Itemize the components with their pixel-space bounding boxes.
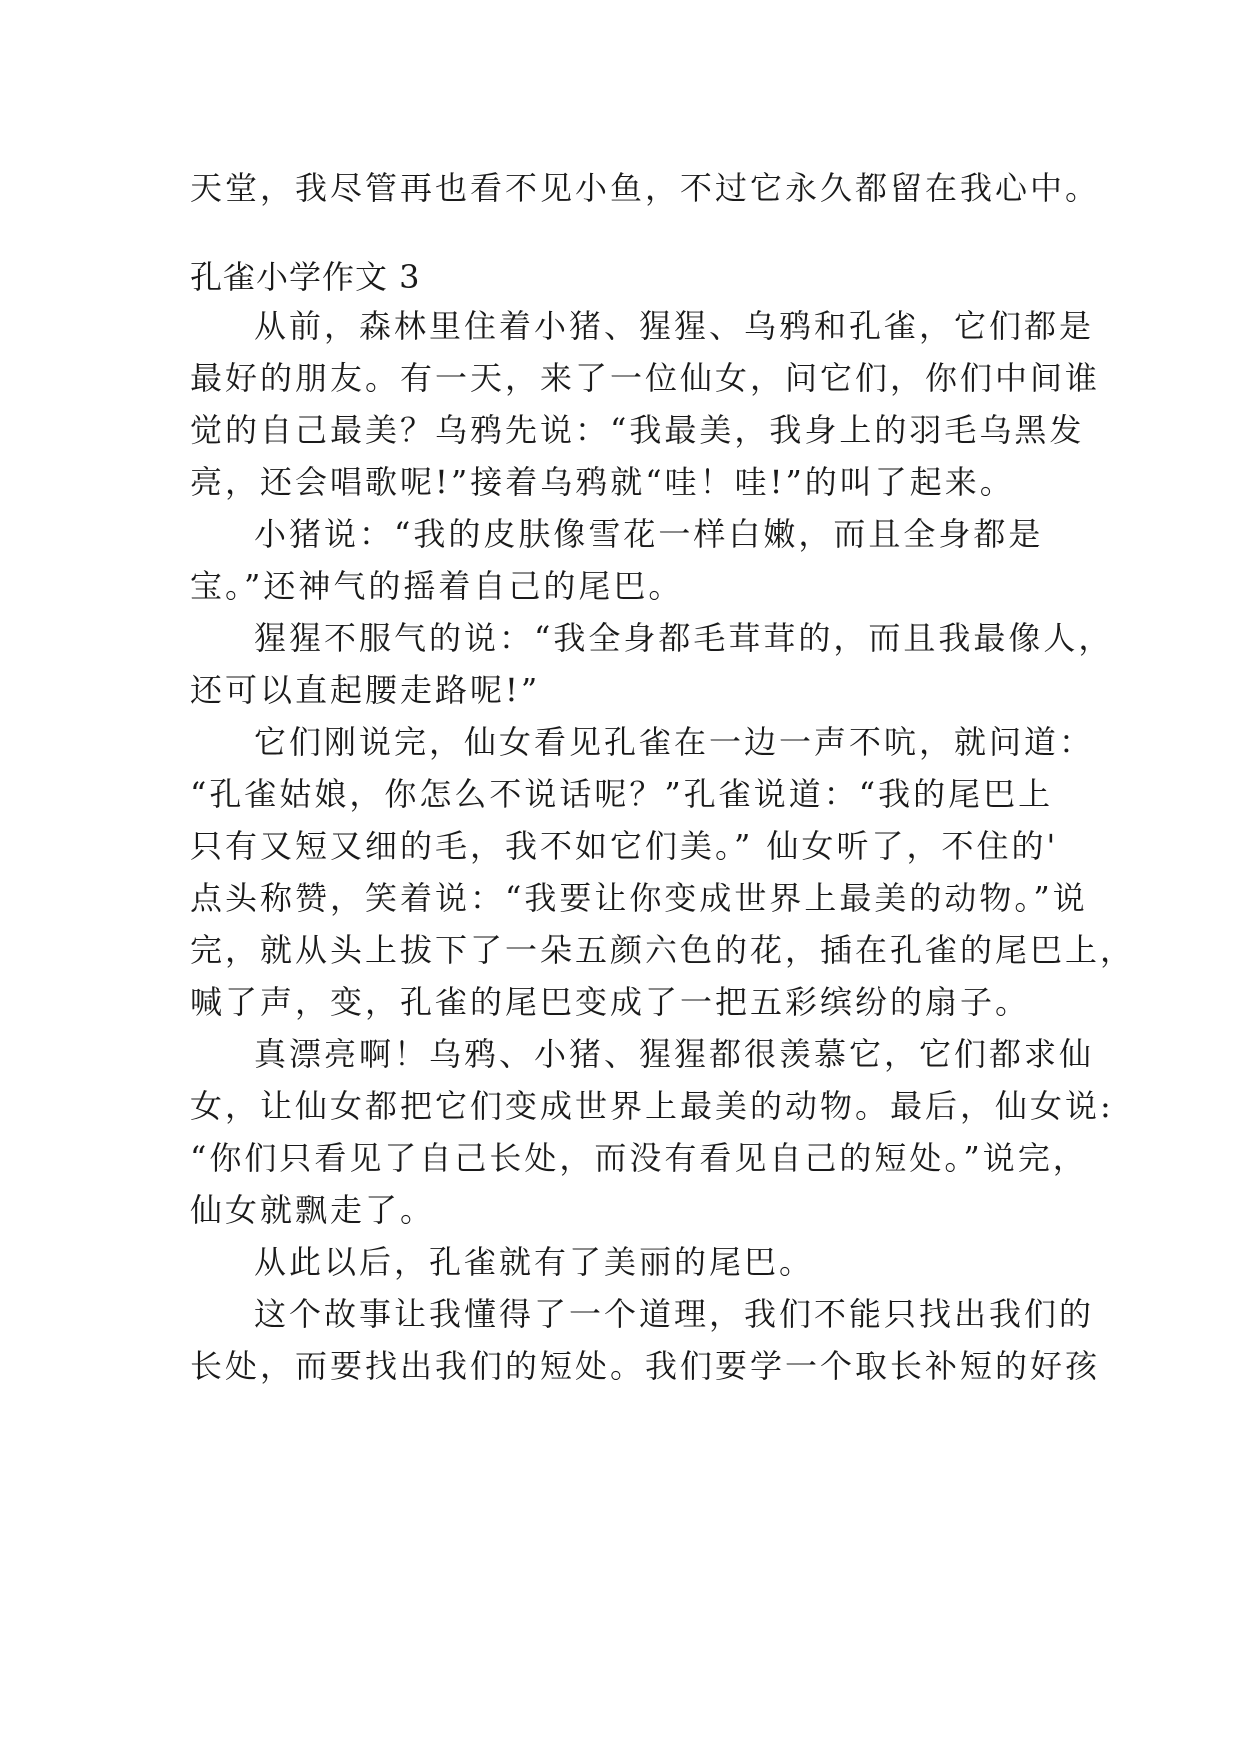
paragraph-line: 它们刚说完，仙女看见孔雀在一边一声不吭，就问道： [254, 723, 1095, 761]
paragraph-line: 从前，森林里住着小猪、猩猩、乌鸦和孔雀，它们都是 [254, 307, 1095, 345]
paragraph-line: 完，就从头上拔下了一朵五颜六色的花，插在孔雀的尾巴上， [190, 931, 1136, 969]
paragraph-line: 还可以直起腰走路呢!” [190, 671, 541, 709]
paragraph-line: “你们只看见了自己长处，而没有看见自己的短处。”说完， [190, 1139, 1088, 1177]
paragraph-line: 点头称赞，笑着说：“我要让你变成世界上最美的动物。”说 [190, 879, 1088, 917]
paragraph-line: 亮，还会唱歌呢!”接着乌鸦就“哇！哇!”的叫了起来。 [190, 463, 1015, 501]
section-heading: 孔雀小学作文 3 [190, 258, 421, 296]
paragraph-line: 真漂亮啊！乌鸦、小猪、猩猩都很羡慕它，它们都求仙 [254, 1035, 1095, 1073]
paragraph-line: 女，让仙女都把它们变成世界上最美的动物。最后，仙女说: [190, 1087, 1114, 1125]
paragraph-line: 最好的朋友。有一天，来了一位仙女，问它们，你们中间谁 [190, 359, 1101, 397]
paragraph-line: 这个故事让我懂得了一个道理，我们不能只找出我们的 [254, 1295, 1095, 1333]
paragraph-line: 小猪说：“我的皮肤像雪花一样白嫩，而且全身都是 [254, 515, 1044, 553]
paragraph-line: 天堂，我尽管再也看不见小鱼，不过它永久都留在我心中。 [190, 169, 1101, 207]
paragraph-line: 宝。”还神气的摇着自己的尾巴。 [190, 567, 684, 605]
paragraph-line: 喊了声，变，孔雀的尾巴变成了一把五彩缤纷的扇子。 [190, 983, 1031, 1021]
paragraph-line: “孔雀姑娘，你怎么不说话呢？”孔雀说道：“我的尾巴上 [190, 775, 1054, 813]
paragraph-line: 仙女就飘走了。 [190, 1191, 436, 1229]
paragraph-line: 觉的自己最美？乌鸦先说：“我最美，我身上的羽毛乌黑发 [190, 411, 1085, 449]
paragraph-line: 从此以后，孔雀就有了美丽的尾巴。 [254, 1243, 815, 1281]
paragraph-line: 猩猩不服气的说：“我全身都毛茸茸的，而且我最像人， [254, 619, 1114, 657]
paragraph-line: 只有又短又细的毛，我不如它们美。” 仙女听了，不住的' [190, 827, 1059, 865]
paragraph-line: 长处，而要找出我们的短处。我们要学一个取长补短的好孩 [190, 1347, 1101, 1385]
